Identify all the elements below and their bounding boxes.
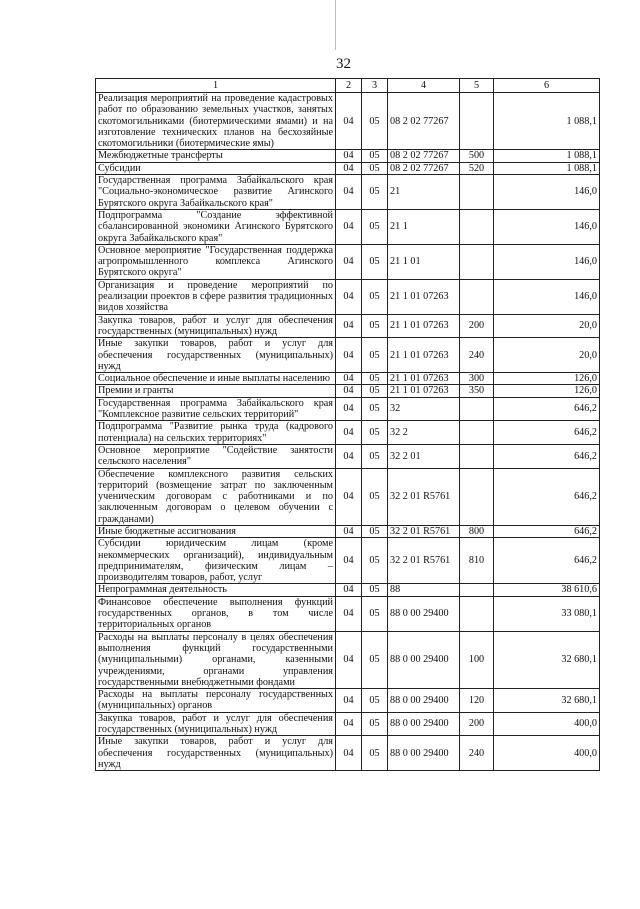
row-subsection: 05	[362, 209, 388, 244]
row-section: 04	[336, 397, 362, 421]
row-subsection: 05	[362, 468, 388, 525]
row-expense-type: 800	[460, 525, 494, 537]
row-target-code: 88 0 00 29400	[388, 689, 460, 713]
row-target-code: 32 2 01 R5761	[388, 525, 460, 537]
row-amount: 646,2	[494, 397, 600, 421]
row-name: Социальное обеспечение и иные выплаты населению	[96, 373, 336, 385]
row-subsection: 05	[362, 421, 388, 445]
row-target-code: 08 2 02 77267	[388, 93, 460, 150]
row-expense-type	[460, 209, 494, 244]
table-row	[96, 736, 600, 771]
row-section: 04	[336, 209, 362, 244]
row-name: Непрограммная деятельность	[96, 584, 336, 596]
row-amount: 646,2	[494, 421, 600, 445]
table-row	[96, 279, 600, 314]
row-expense-type	[460, 397, 494, 421]
header-col-2: 2	[336, 79, 362, 93]
row-section: 04	[336, 525, 362, 537]
row-target-code: 21 1 01	[388, 244, 460, 279]
row-expense-type	[460, 468, 494, 525]
row-name: Субсидии	[96, 162, 336, 174]
row-subsection: 05	[362, 631, 388, 688]
row-section: 04	[336, 175, 362, 210]
row-target-code: 32 2 01 R5761	[388, 538, 460, 584]
row-amount: 400,0	[494, 736, 600, 771]
row-target-code: 88	[388, 584, 460, 596]
row-name: Обеспечение комплексного развития сельских территорий (возмещение затрат по заключенным ученическим договорам с работниками и по заключенным договорам о целевом обучении с гражданами)	[96, 468, 336, 525]
row-expense-type	[460, 596, 494, 631]
row-name: Финансовое обеспечение выполнения функций государственных органов, в том числе территориальных органов	[96, 596, 336, 631]
table-row	[96, 209, 600, 244]
row-section: 04	[336, 584, 362, 596]
fold-line	[335, 0, 336, 50]
row-section: 04	[336, 150, 362, 162]
row-target-code: 08 2 02 77267	[388, 162, 460, 174]
row-amount: 646,2	[494, 468, 600, 525]
row-amount: 146,0	[494, 279, 600, 314]
table-row	[96, 596, 600, 631]
row-subsection: 05	[362, 525, 388, 537]
row-subsection: 05	[362, 314, 388, 338]
row-expense-type	[460, 444, 494, 468]
table-row	[96, 93, 600, 150]
row-name: Организация и проведение мероприятий по реализации проектов в сфере развития традиционных видов хозяйства	[96, 279, 336, 314]
table-row	[96, 584, 600, 596]
table-row	[96, 631, 600, 688]
row-target-code: 88 0 00 29400	[388, 736, 460, 771]
row-target-code: 32	[388, 397, 460, 421]
row-target-code: 32 2 01 R5761	[388, 468, 460, 525]
row-name: Субсидии юридическим лицам (кроме некоммерческих организаций), индивидуальным предпринимателям, физическим лицам – производителям товаров, работ, услуг	[96, 538, 336, 584]
row-amount: 1 088,1	[494, 150, 600, 162]
row-name: Государственная программа Забайкальского края "Комплексное развитие сельских территорий"	[96, 397, 336, 421]
header-col-4: 4	[388, 79, 460, 93]
row-expense-type: 100	[460, 631, 494, 688]
budget-table	[95, 78, 600, 771]
row-amount: 1 088,1	[494, 162, 600, 174]
row-name: Основное мероприятие "Содействие занятости сельского населения"	[96, 444, 336, 468]
table-row	[96, 538, 600, 584]
row-section: 04	[336, 338, 362, 373]
row-expense-type	[460, 93, 494, 150]
row-name: Основное мероприятие "Государственная поддержка агропромышленного комплекса Агинского Бурятского округа"	[96, 244, 336, 279]
row-name: Подпрограмма "Развитие рынка труда (кадрового потенциала) на сельских территориях"	[96, 421, 336, 445]
row-target-code: 21 1	[388, 209, 460, 244]
row-subsection: 05	[362, 338, 388, 373]
row-target-code: 88 0 00 29400	[388, 712, 460, 736]
row-subsection: 05	[362, 93, 388, 150]
row-name: Иные бюджетные ассигнования	[96, 525, 336, 537]
table-row	[96, 373, 600, 385]
row-target-code: 21 1 01 07263	[388, 373, 460, 385]
table-row	[96, 397, 600, 421]
row-subsection: 05	[362, 162, 388, 174]
table-row	[96, 525, 600, 537]
table-row	[96, 175, 600, 210]
row-subsection: 05	[362, 712, 388, 736]
row-subsection: 05	[362, 444, 388, 468]
row-name: Закупка товаров, работ и услуг для обеспечения государственных (муниципальных) нужд	[96, 712, 336, 736]
row-section: 04	[336, 444, 362, 468]
row-subsection: 05	[362, 538, 388, 584]
row-target-code: 32 2	[388, 421, 460, 445]
row-target-code: 21 1 01 07263	[388, 338, 460, 373]
row-amount: 126,0	[494, 373, 600, 385]
row-name: Реализация мероприятий на проведение кадастровых работ по образованию земельных участков, занятых скотомогильниками (биотермическими ямами) и на изготовление технических планов на бесхозяйные скотомогильники (биотермические ямы)	[96, 93, 336, 150]
row-expense-type: 810	[460, 538, 494, 584]
row-section: 04	[336, 689, 362, 713]
row-subsection: 05	[362, 175, 388, 210]
header-col-1: 1	[96, 79, 336, 93]
row-subsection: 05	[362, 385, 388, 397]
row-expense-type: 200	[460, 712, 494, 736]
row-section: 04	[336, 279, 362, 314]
table-row	[96, 314, 600, 338]
row-expense-type: 300	[460, 373, 494, 385]
row-amount: 126,0	[494, 385, 600, 397]
table-row	[96, 689, 600, 713]
row-expense-type	[460, 421, 494, 445]
header-col-5: 5	[460, 79, 494, 93]
table-row	[96, 385, 600, 397]
table-row	[96, 338, 600, 373]
row-amount: 646,2	[494, 444, 600, 468]
table-row	[96, 150, 600, 162]
header-col-6: 6	[494, 79, 600, 93]
row-target-code: 21 1 01 07263	[388, 314, 460, 338]
row-expense-type: 500	[460, 150, 494, 162]
row-target-code: 21 1 01 07263	[388, 279, 460, 314]
row-subsection: 05	[362, 244, 388, 279]
row-amount: 33 080,1	[494, 596, 600, 631]
table-row	[96, 712, 600, 736]
table-row	[96, 444, 600, 468]
row-subsection: 05	[362, 150, 388, 162]
row-expense-type	[460, 584, 494, 596]
row-name: Закупка товаров, работ и услуг для обеспечения государственных (муниципальных) нужд	[96, 314, 336, 338]
row-section: 04	[336, 596, 362, 631]
row-amount: 1 088,1	[494, 93, 600, 150]
row-subsection: 05	[362, 397, 388, 421]
row-section: 04	[336, 314, 362, 338]
row-target-code: 88 0 00 29400	[388, 631, 460, 688]
row-amount: 32 680,1	[494, 689, 600, 713]
row-amount: 146,0	[494, 175, 600, 210]
row-expense-type	[460, 175, 494, 210]
row-expense-type: 120	[460, 689, 494, 713]
row-subsection: 05	[362, 279, 388, 314]
row-section: 04	[336, 244, 362, 279]
table-row	[96, 162, 600, 174]
row-section: 04	[336, 468, 362, 525]
row-amount: 146,0	[494, 244, 600, 279]
row-name: Расходы на выплаты персоналу в целях обеспечения выполнения функций государственными (муниципальными) органами, казенными учреждениями, органами управления государственными внебюджетными фондами	[96, 631, 336, 688]
row-section: 04	[336, 93, 362, 150]
row-expense-type: 200	[460, 314, 494, 338]
row-section: 04	[336, 162, 362, 174]
row-name: Расходы на выплаты персоналу государственных (муниципальных) органов	[96, 689, 336, 713]
table-header-row	[96, 79, 600, 93]
row-target-code: 32 2 01	[388, 444, 460, 468]
row-expense-type: 350	[460, 385, 494, 397]
row-name: Иные закупки товаров, работ и услуг для обеспечения государственных (муниципальных) нужд	[96, 338, 336, 373]
row-section: 04	[336, 736, 362, 771]
page-number: 32	[336, 56, 351, 72]
row-target-code: 21	[388, 175, 460, 210]
row-subsection: 05	[362, 736, 388, 771]
row-amount: 32 680,1	[494, 631, 600, 688]
row-section: 04	[336, 385, 362, 397]
row-subsection: 05	[362, 584, 388, 596]
row-section: 04	[336, 421, 362, 445]
row-subsection: 05	[362, 689, 388, 713]
row-expense-type: 240	[460, 736, 494, 771]
row-subsection: 05	[362, 596, 388, 631]
row-amount: 646,2	[494, 525, 600, 537]
table-row	[96, 421, 600, 445]
row-subsection: 05	[362, 373, 388, 385]
table-row	[96, 468, 600, 525]
row-section: 04	[336, 538, 362, 584]
row-name: Премии и гранты	[96, 385, 336, 397]
row-section: 04	[336, 712, 362, 736]
row-target-code: 21 1 01 07263	[388, 385, 460, 397]
row-amount: 20,0	[494, 338, 600, 373]
row-amount: 20,0	[494, 314, 600, 338]
row-amount: 38 610,6	[494, 584, 600, 596]
table-row	[96, 244, 600, 279]
row-name: Иные закупки товаров, работ и услуг для обеспечения государственных (муниципальных) нужд	[96, 736, 336, 771]
row-expense-type	[460, 279, 494, 314]
row-amount: 400,0	[494, 712, 600, 736]
row-expense-type: 240	[460, 338, 494, 373]
row-section: 04	[336, 631, 362, 688]
row-name: Государственная программа Забайкальского края "Социально-экономическое развитие Агинского Бурятского округа Забайкальского края"	[96, 175, 336, 210]
header-col-3: 3	[362, 79, 388, 93]
row-amount: 146,0	[494, 209, 600, 244]
row-name: Межбюджетные трансферты	[96, 150, 336, 162]
row-expense-type: 520	[460, 162, 494, 174]
row-target-code: 88 0 00 29400	[388, 596, 460, 631]
row-target-code: 08 2 02 77267	[388, 150, 460, 162]
row-amount: 646,2	[494, 538, 600, 584]
row-expense-type	[460, 244, 494, 279]
row-name: Подпрограмма "Создание эффективной сбалансированной экономики Агинского Бурятского округа Забайкальского края"	[96, 209, 336, 244]
row-section: 04	[336, 373, 362, 385]
